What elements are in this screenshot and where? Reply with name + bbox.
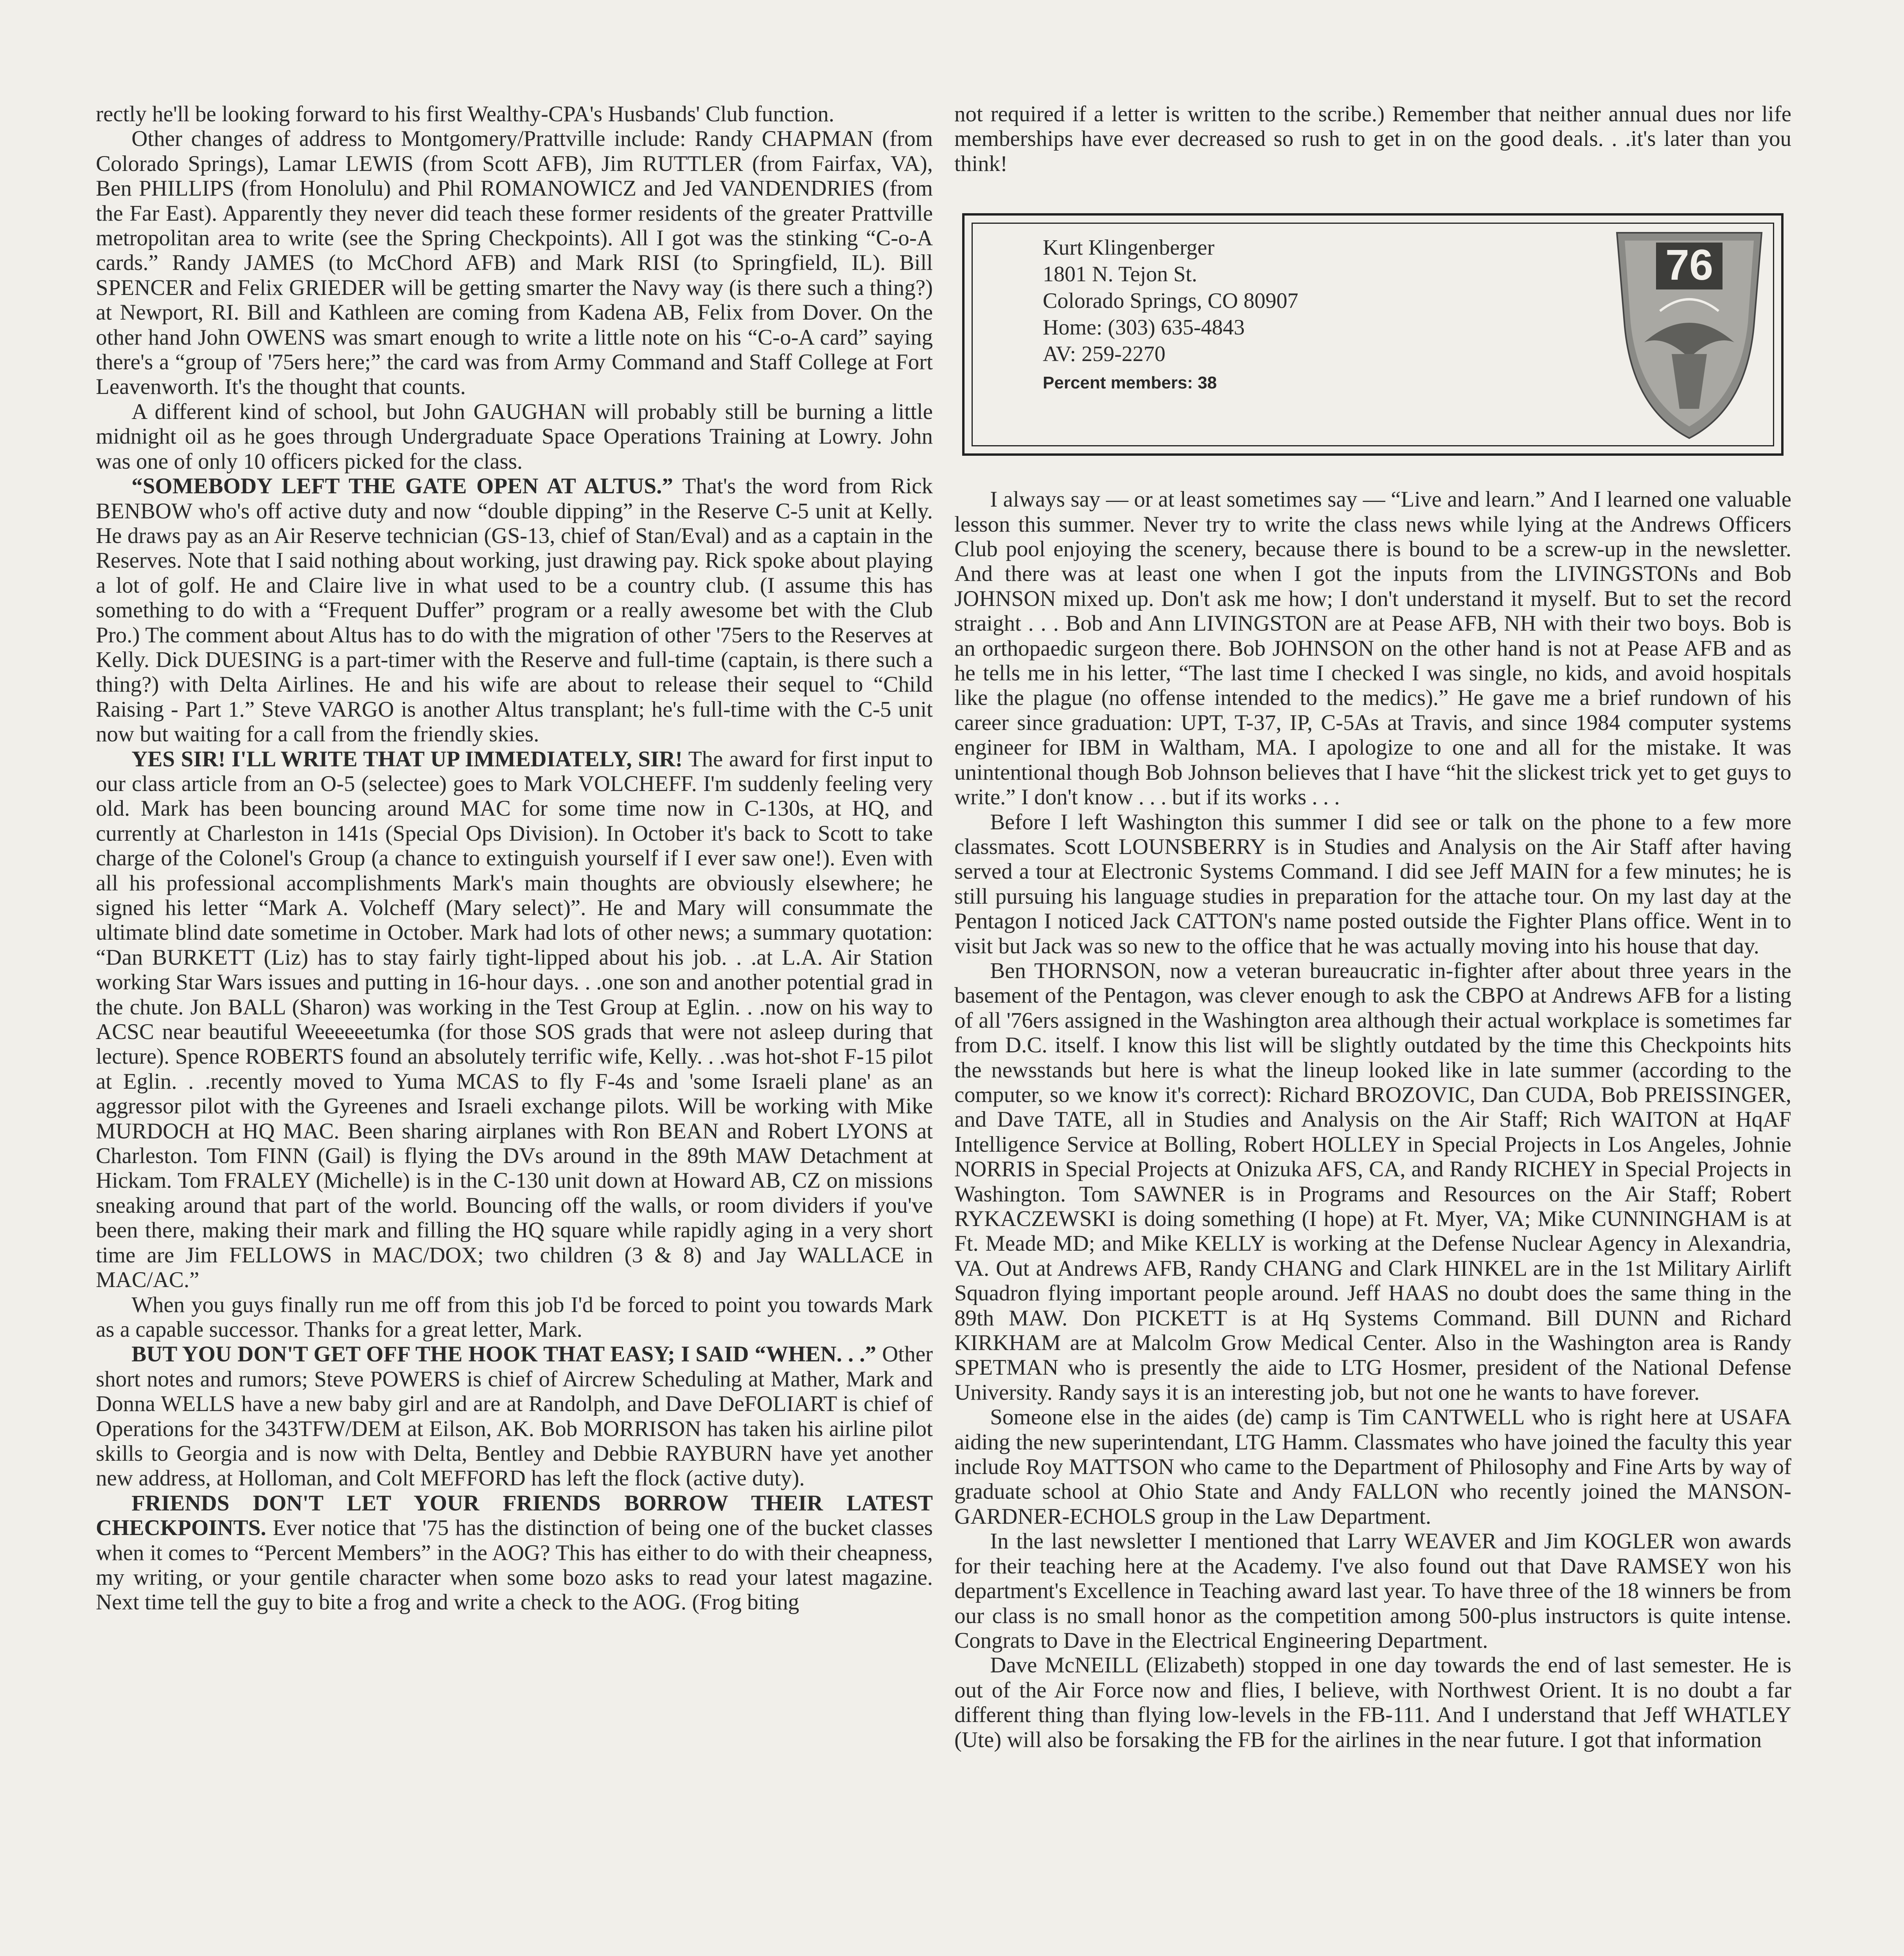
paragraph	[96, 1342, 933, 1490]
percent-members: Percent members: 38	[1043, 373, 1217, 393]
paragraph	[96, 1491, 933, 1615]
class-scribe-box	[962, 213, 1784, 456]
paragraph	[96, 474, 933, 746]
paragraph	[96, 747, 933, 1293]
scribe-home-phone: Home: (303) 635-4843	[1043, 315, 1245, 340]
paragraph-body: The award for first input to our class article from an O-5 (selectee) goes to Mark VOLCHEFF. I'm suddenly feeling very old. Mark has been bouncing around MAC for some time now in C-130s, at HQ, and currently at Charleston in 141s (Special Ops Division). In October it's back to Scott to take charge of the Colonel's Group (a chance to extinguish yourself if I ever saw one!). Even with all his professional accomplishments Mark's main thoughts are obviously elsewhere; he signed his letter “Mark A. Volcheff (Mary select)”. He and Mary will consummate the ultimate blind date sometime in October. Mark had lots of other news; a summary quotation: “Dan BURKETT (Liz) has to stay fairly tight-lipped about his job. . .at L.A. Air Station working Star Wars issues and putting in 16-hour days. . .one son and another potential grad in the chute. Jon BALL (Sharon) was working in the Test Group at Eglin. . .now on his way to ACSC near beautiful Weeeeeetumka (for those SOS grads that were not asleep during that lecture). Spence ROBERTS found an absolutely terrific wife, Kelly. . .was hot-shot F-15 pilot at Eglin. . .recently moved to Yuma MCAS to fly F-4s and 'some Israeli plane' as an aggressor pilot with the Gyreenes and Israeli exchange pilots. Will be working with Mike MURDOCH at HQ MAC. Been sharing airplanes with Ron BEAN and Robert LYONS at Charleston. Tom FINN (Gail) is flying the DVs around in the 89th MAW Detachment at Hickam. Tom FRALEY (Michelle) is in the C-130 unit down at Howard AB, CZ on missions sneaking around that part of the world. Bouncing off the walls, or room dividers if you've been there, making their mark and filling the HQ square while rapidly aging in a very short time are Jim FELLOWS in MAC/DOX; two children (3 & 8) and Jay WALLACE in MAC/AC.”	[96, 746, 933, 1293]
scribe-contact	[1043, 234, 1298, 396]
paragraph: Dave McNEILL (Elizabeth) stopped in one day towards the end of last semester. He is out of the Air Force now and flies, I believe, with Northwest Orient. It is no doubt a far different thing than flying low-levels in the FB-111. And I understand that Jeff WHATLEY (Ute) will also be forsaking the FB for the airlines in the near future. I got that information	[954, 1653, 1791, 1752]
section-heading: BUT YOU DON'T GET OFF THE HOOK THAT EASY; I SAID “WHEN. . .”	[131, 1342, 877, 1367]
paragraph: When you guys finally run me off from this job I'd be forced to point you towards Mark as a capable successor. Thanks for a great letter, Mark.	[96, 1292, 933, 1342]
scribe-av-phone: AV: 259-2270	[1043, 342, 1166, 367]
section-heading: FRIENDS DON'T LET YOUR FRIENDS BORROW THEIR LATEST CHECKPOINTS.	[96, 1490, 933, 1541]
scribe-city: Colorado Springs, CO 80907	[1043, 289, 1299, 313]
paragraph: not required if a letter is written to the scribe.) Remember that neither annual dues nor life memberships have ever decreased so rush to get in on the good deals. . .it's later than you think!	[954, 102, 1791, 176]
paragraph: I always say — or at least sometimes say — “Live and learn.” And I learned one valuable lesson this summer. Never try to write the class news while lying at the Andrews Officers Club pool enjoying the scenery, because there is bound to be a screw-up in the newsletter. And there was at least one when I got the inputs from the LIVINGSTONs and Bob JOHNSON mixed up. Don't ask me how; I don't understand it myself. But to set the record straight . . . Bob and Ann LIVINGSTON are at Pease AFB, NH with their two boys. Bob is an orthopaedic surgeon there. Bob JOHNSON on the other hand is not at Pease AFB and as he tells me in his letter, “The last time I checked I was single, no kids, and avoid hospitals like the plague (no offense intended to the medics).” He gave me a brief rundown of his career since graduation: UPT, T-37, IP, C-5As at Travis, and since 1984 computer systems engineer for IBM in Waltham, MA. I apologize to one and all for the mistake. It was unintentional though Bob Johnson believes that I have “hit the slickest trick yet to get guys to write.” I don't know . . . but if its works . . .	[954, 487, 1791, 810]
section-heading: YES SIR! I'LL WRITE THAT UP IMMEDIATELY, SIR!	[131, 746, 683, 771]
paragraph: A different kind of school, but John GAUGHAN will probably still be burning a little midnight oil as he goes through Undergraduate Space Operations Training at Lowry. John was one of only 10 officers picked for the class.	[96, 399, 933, 474]
paragraph: In the last newsletter I mentioned that Larry WEAVER and Jim KOGLER won awards for their teaching here at the Academy. I've also found out that Dave RAMSEY won his department's Excellence in Teaching award last year. To have three of the 18 winners be from our class is no small honor as the competition among 500-plus instructors is quite intense. Congrats to Dave in the Electrical Engineering Department.	[954, 1529, 1791, 1653]
paragraph: rectly he'll be looking forward to his first Wealthy-CPA's Husbands' Club function.	[96, 102, 835, 126]
paragraph-body: That's the word from Rick BENBOW who's off active duty and now “double dipping” in the Reserve C-5 unit at Kelly. He draws pay as an Air Reserve technician (GS-13, chief of Stan/Eval) and as a captain in the Reserves. Note that I said nothing about working, just drawing pay. Rick spoke about playing a lot of golf. He and Claire live in what used to be a country club. (I assume this has something to do with a “Frequent Duffer” program or a really awesome bet with the Club Pro.) The comment about Altus has to do with the migration of other '75ers to the Reserves at Kelly. Dick DUESING is a part-timer with the Reserve and full-time (captain, is there such a thing?) with Delta Airlines. He and his wife are about to release their sequel to “Child Raising - Part 1.” Steve VARGO is another Altus transplant; he's full-time with the C-5 unit now but waiting for a call from the friendly skies.	[96, 474, 933, 747]
paragraph: Ben THORNSON, now a veteran bureaucratic in-fighter after about three years in the basement of the Pentagon, was clever enough to ask the CBPO at Andrews AFB for a listing of all '76ers assigned in the Washington area although their actual workplace is sometimes far from D.C. itself. I know this list will be slightly outdated by the time this Checkpoints hits the newsstands but here is what the lineup looked like in late summer (according to the computer, so we know it's correct): Richard BROZOVIC, Dan CUDA, Bob PREISSINGER, and Dave TATE, all in Studies and Analysis on the Air Staff; Rich WAITON at HqAF Intelligence Service at Bolling, Robert HOLLEY in Special Projects in Los Angeles, Johnie NORRIS in Special Projects at Onizuka AFS, CA, and Randy RICHEY in Special Projects in Washington. Tom SAWNER is in Programs and Resources on the Air Staff; Robert RYKACZEWSKI is doing something (I hope) at Ft. Myer, VA; Mike CUNNINGHAM is at Ft. Meade MD; and Mike KELLY is working at the Defense Nuclear Agency in Alexandria, VA. Out at Andrews AFB, Randy CHANG and Clark HINKEL are in the 1st Military Airlift Squadron flying important people around. Jeff HAAS no doubt does the same thing in the 89th MAW. Don PICKETT is at Hq Systems Command. Bill DUNN and Richard KIRKHAM are at Malcolm Grow Medical Center. Also in the Washington area is Randy SPETMAN who is presently the aide to LTG Hosmer, president of the National Defense University. Randy says it is an interesting job, but not one he wants to have forever.	[954, 958, 1791, 1405]
paragraph-body: Other short notes and rumors; Steve POWERS is chief of Aircrew Scheduling at Mather, Mark and Donna WELLS have a new baby girl and are at Randolph, and Dave DeFOLIART is chief of Operations for the 343TFW/DEM at Eilson, AK. Bob MORRISON has taken his airline pilot skills to Georgia and is now with Delta, Bentley and Debbie RAYBURN have yet another new address, at Holloman, and Colt MEFFORD has left the flock (active duty).	[96, 1342, 933, 1491]
paragraph: Other changes of address to Montgomery/Prattville include: Randy CHAPMAN (from Colorado Springs), Lamar LEWIS (from Scott AFB), Jim RUTTLER (from Fairfax, VA), Ben PHILLIPS (from Honolulu) and Phil ROMANOWICZ and Jed VANDENDRIES (from the Far East). Apparently they never did teach these former residents of the greater Prattville metropolitan area to write (see the Spring Checkpoints). All I got was the stinking “C-o-A cards.” Randy JAMES (to McChord AFB) and Mark RISI (to Springfield, IL). Bill SPENCER and Felix GRIEDER will be getting smarter the Navy way (is there such a thing?) at Newport, RI. Bill and Kathleen are coming from Kadena AB, Felix from Dover. On the other hand John OWENS was smart enough to write a little note on his “C-o-A card” saying there's a “group of '75ers here;” the card was from Army Command and Staff College at Fort Leavenworth. It's the thought that counts.	[96, 126, 933, 399]
paragraph-body: Ever notice that '75 has the distinction of being one of the bucket classes when it comes to “Percent Members” in the AOG? This has either to do with their cheapness, my writing, or your gentile character when some bozo asks to read your latest magazine. Next time tell the guy to bite a frog and write a check to the AOG. (Frog biting	[96, 1516, 933, 1615]
paragraph: Someone else in the aides (de) camp is Tim CANTWELL who is right here at USAFA aiding the new superintendant, LTG Hamm. Classmates who have joined the faculty this year include Roy MATTSON who came to the Department of Philosophy and Fine Arts by way of graduate school at Ohio State and Andy FALLON who recently joined the MANSON-GARDNER-ECHOLS group in the Law Department.	[954, 1405, 1791, 1529]
section-heading: “SOMEBODY LEFT THE GATE OPEN AT ALTUS.”	[131, 474, 673, 499]
crest-year: 76	[1665, 241, 1714, 289]
scribe-name: Kurt Klingenberger	[1043, 236, 1215, 260]
right-column	[954, 102, 1791, 1752]
class-crest-icon	[1613, 225, 1766, 444]
left-column	[96, 102, 933, 1615]
scribe-street: 1801 N. Tejon St.	[1043, 262, 1197, 287]
paragraph: Before I left Washington this summer I did see or talk on the phone to a few more classmates. Scott LOUNSBERRY is in Studies and Analysis on the Air Staff after having served a tour at Electronic Systems Command. I did see Jeff MAIN for a few minutes; he is still pursuing his language studies in preparation for the attache tour. On my last day at the Pentagon I noticed Jack CATTON's name posted outside the Fighter Plans office. Went in to visit but Jack was so new to the office that he was actually moving into his house that day.	[954, 809, 1791, 958]
